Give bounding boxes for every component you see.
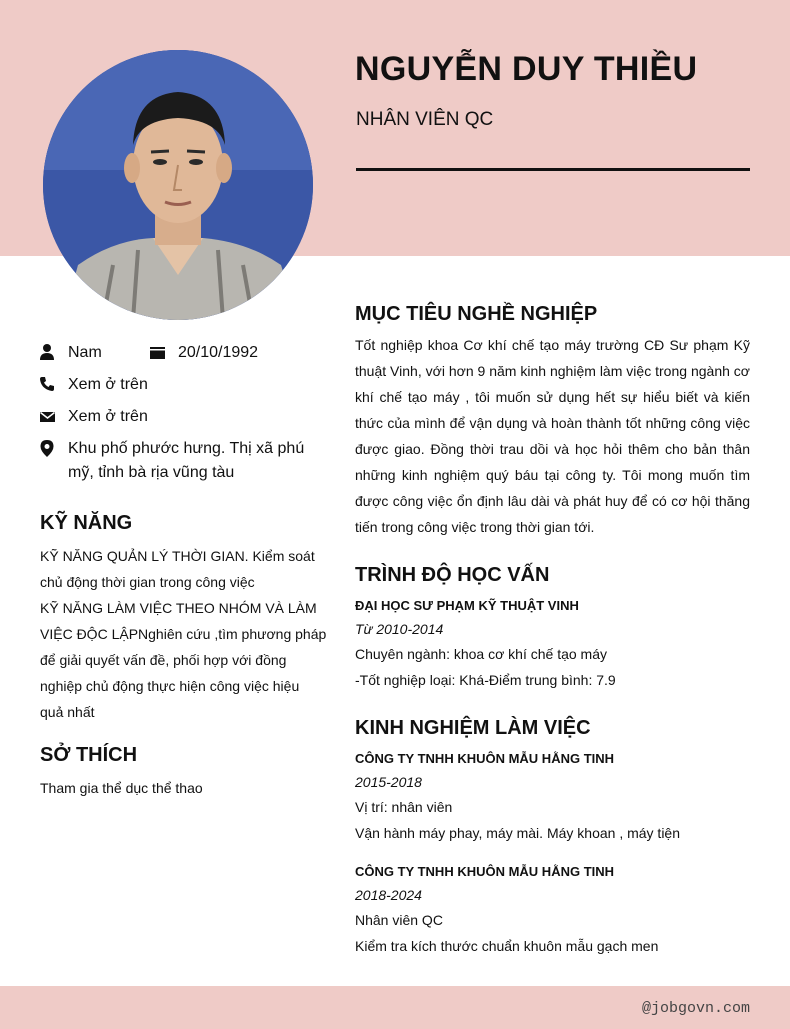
skills-line: VIỆC ĐỘC LẬPNghiên cứu ,tìm phương pháp: [40, 626, 327, 642]
job-title: NHÂN VIÊN QC: [356, 109, 494, 130]
experience-heading: KINH NGHIỆM LÀM VIỆC: [355, 717, 591, 739]
footer-watermark: @jobgovn.com: [641, 1000, 750, 1017]
skills-heading: KỸ NĂNG: [40, 512, 133, 534]
address-line-1: Khu phố phước hưng. Thị xã phú: [68, 440, 305, 457]
title-divider: [356, 168, 750, 171]
education-period: Từ 2010-2014: [355, 621, 444, 637]
job-description: Vận hành máy phay, máy mài. Máy khoan , máy tiện: [355, 825, 681, 841]
address-line-2: mỹ, tỉnh bà rịa vũng tàu: [68, 464, 235, 481]
education-major: Chuyên ngành: khoa cơ khí chế tạo máy: [355, 646, 607, 662]
job-role: Nhân viên QC: [355, 912, 443, 928]
skills-line: chủ động thời gian trong công việc: [40, 574, 255, 590]
job-period: 2015-2018: [355, 774, 422, 790]
objective-text: Tốt nghiệp khoa Cơ khí chế tạo máy trường CĐ Sư phạm Kỹ thuật Vinh, với hơn 9 năm kinh nghiệm làm việc trong ngành cơ khí chế tạo máy , tôi muốn sử dụng hết sự hiểu biết và kiến thức của mình để vận dụng và hoàn thành tốt những công việc được giao. Đồng thời trau dồi và học hỏi thêm cho bản thân những kinh nghiệm quý báu tại công ty. Tôi mong muốn tìm được công việc ổn định lâu dài và phát huy để có cơ hội thăng tiến trong công việc trong thời gian tới.: [355, 337, 750, 535]
skills-line: để giải quyết vấn đề, phối hợp với đồng: [40, 652, 287, 668]
birthdate-value: 20/10/1992: [178, 344, 259, 361]
job-company: CÔNG TY TNHH KHUÔN MẪU HẰNG TINH: [355, 751, 615, 766]
skills-line: KỸ NĂNG QUẢN LÝ THỜI GIAN. Kiểm soát: [40, 548, 315, 564]
avatar: [43, 50, 313, 320]
calendar-icon: [148, 343, 166, 361]
job-period: 2018-2024: [355, 887, 422, 903]
location-pin-icon: [38, 439, 56, 457]
hobbies-heading: SỞ THÍCH: [40, 744, 138, 766]
education-grade: -Tốt nghiệp loại: Khá-Điểm trung bình: 7.9: [355, 672, 616, 688]
education-heading: TRÌNH ĐỘ HỌC VẤN: [355, 564, 550, 586]
candidate-name: NGUYỄN DUY THIỀU: [355, 50, 698, 88]
phone-value: Xem ở trên: [68, 376, 148, 393]
email-value: Xem ở trên: [68, 408, 148, 425]
hobbies-text: Tham gia thể dục thể thao: [40, 780, 203, 796]
phone-icon: [38, 375, 56, 393]
skills-line: quả nhất: [40, 704, 95, 720]
person-icon: [38, 343, 56, 361]
job-company: CÔNG TY TNHH KHUÔN MẪU HẰNG TINH: [355, 864, 615, 879]
mail-icon: [38, 407, 56, 425]
job-role: Vị trí: nhân viên: [355, 799, 453, 815]
job-description: Kiểm tra kích thước chuẩn khuôn mẫu gạch men: [355, 938, 659, 954]
gender-value: Nam: [68, 344, 102, 361]
skills-line: nghiệp chủ động thực hiện công việc hiệu: [40, 678, 300, 694]
objective-heading: MỤC TIÊU NGHỀ NGHIỆP: [355, 303, 598, 325]
skills-line: KỸ NĂNG LÀM VIỆC THEO NHÓM VÀ LÀM: [40, 600, 317, 616]
skills-list: [40, 543, 330, 725]
school-name: ĐẠI HỌC SƯ PHẠM KỸ THUẬT VINH: [355, 598, 579, 613]
